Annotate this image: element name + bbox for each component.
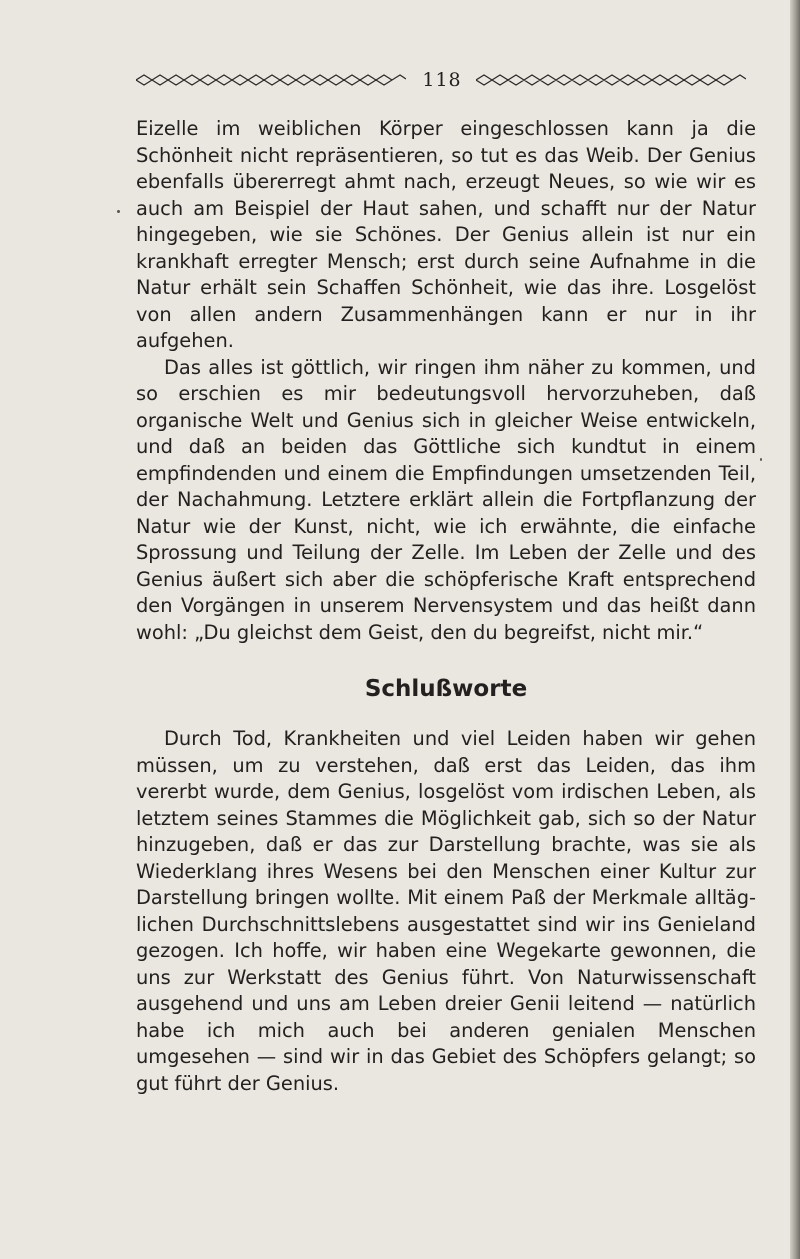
closing-text xyxy=(136,726,756,1097)
print-speck xyxy=(117,210,120,213)
ornament-right xyxy=(476,74,748,86)
section-heading: Schlußworte xyxy=(364,676,528,702)
paragraph-1: Eizelle im weiblichen Körper eingeschlossen kann ja die Schönheit nicht repräsentieren, so tut es das Weib. Der Genius ebenfalls übererregt ahmt nach, erzeugt Neues, so wie wir es auch am Beispiel der Haut sahen, und schafft nur der Natur hingegeben, wie sie Schönes. Der Genius allein ist nur ein krankhaft erregter Mensch; erst durch seine Aufnahme in die Natur erhält sein Schaffen Schönheit, wie das ihre. Losgelöst von allen andern Zusammenhängen kann er nur in ihr aufgehen. xyxy=(136,117,756,352)
print-speck xyxy=(760,458,762,461)
diamond-chain-ornament-left xyxy=(136,74,406,86)
page-header xyxy=(136,66,748,94)
paragraph-2: Das alles ist göttlich, wir ringen ihm näher zu kommen, und so erschien es mir bedeutungsvoll hervorzuheben, daß organische Welt und Genius sich in gleicher Weise entwickeln, und daß an beiden das Göttliche sich kundtut in einem empfindenden und einem die Empfindungen umsetzenden Teil, der Nachahmung. Letztere erklärt allein die Fortpflanzung der Natur wie der Kunst, nicht, wie ich erwähnte, die einfache Sprossung und Teilung der Zelle. Im Leben der Zelle und des Genius äußert sich aber die schöpferische Kraft entsprechend den Vorgängen in unserem Nervensystem und das heißt dann wohl: „Du gleichst dem Geist, den du begreifst, nicht mir.“ xyxy=(136,355,756,644)
body-text xyxy=(136,116,756,646)
diamond-chain-ornament-right xyxy=(476,74,746,86)
page-edge xyxy=(790,0,800,1259)
closing-paragraph: Durch Tod, Krankheiten und viel Leiden haben wir gehen müssen, um zu verstehen, daß erst das Leiden, das ihm vererbt wurde, dem Genius, losgelöst vom irdischen Leben, als letztem seines Stammes die Möglichkeit gab, sich so der Natur hinzugeben, daß er das zur Darstellung brachte, was sie als Wiederklang ihres Wesens bei den Menschen einer Kultur zur Darstellung bringen wollte. Mit einem Paß der Merkmale alltäglichen Durchschnittslebens ausgestattet sind wir ins Genieland gezogen. Ich hoffe, wir haben eine Wegekarte gewonnen, die uns zur Werkstatt des Genius führt. Von Naturwissenschaft ausgehend und uns am Leben dreier Genii leitend — natürlich habe ich mich auch bei anderen genialen Menschen umgesehen — sind wir in das Gebiet des Schöpfers gelangt; so gut führt der Genius. xyxy=(136,727,756,1095)
ornament-left xyxy=(136,74,408,86)
page-number: 118 xyxy=(422,69,462,91)
